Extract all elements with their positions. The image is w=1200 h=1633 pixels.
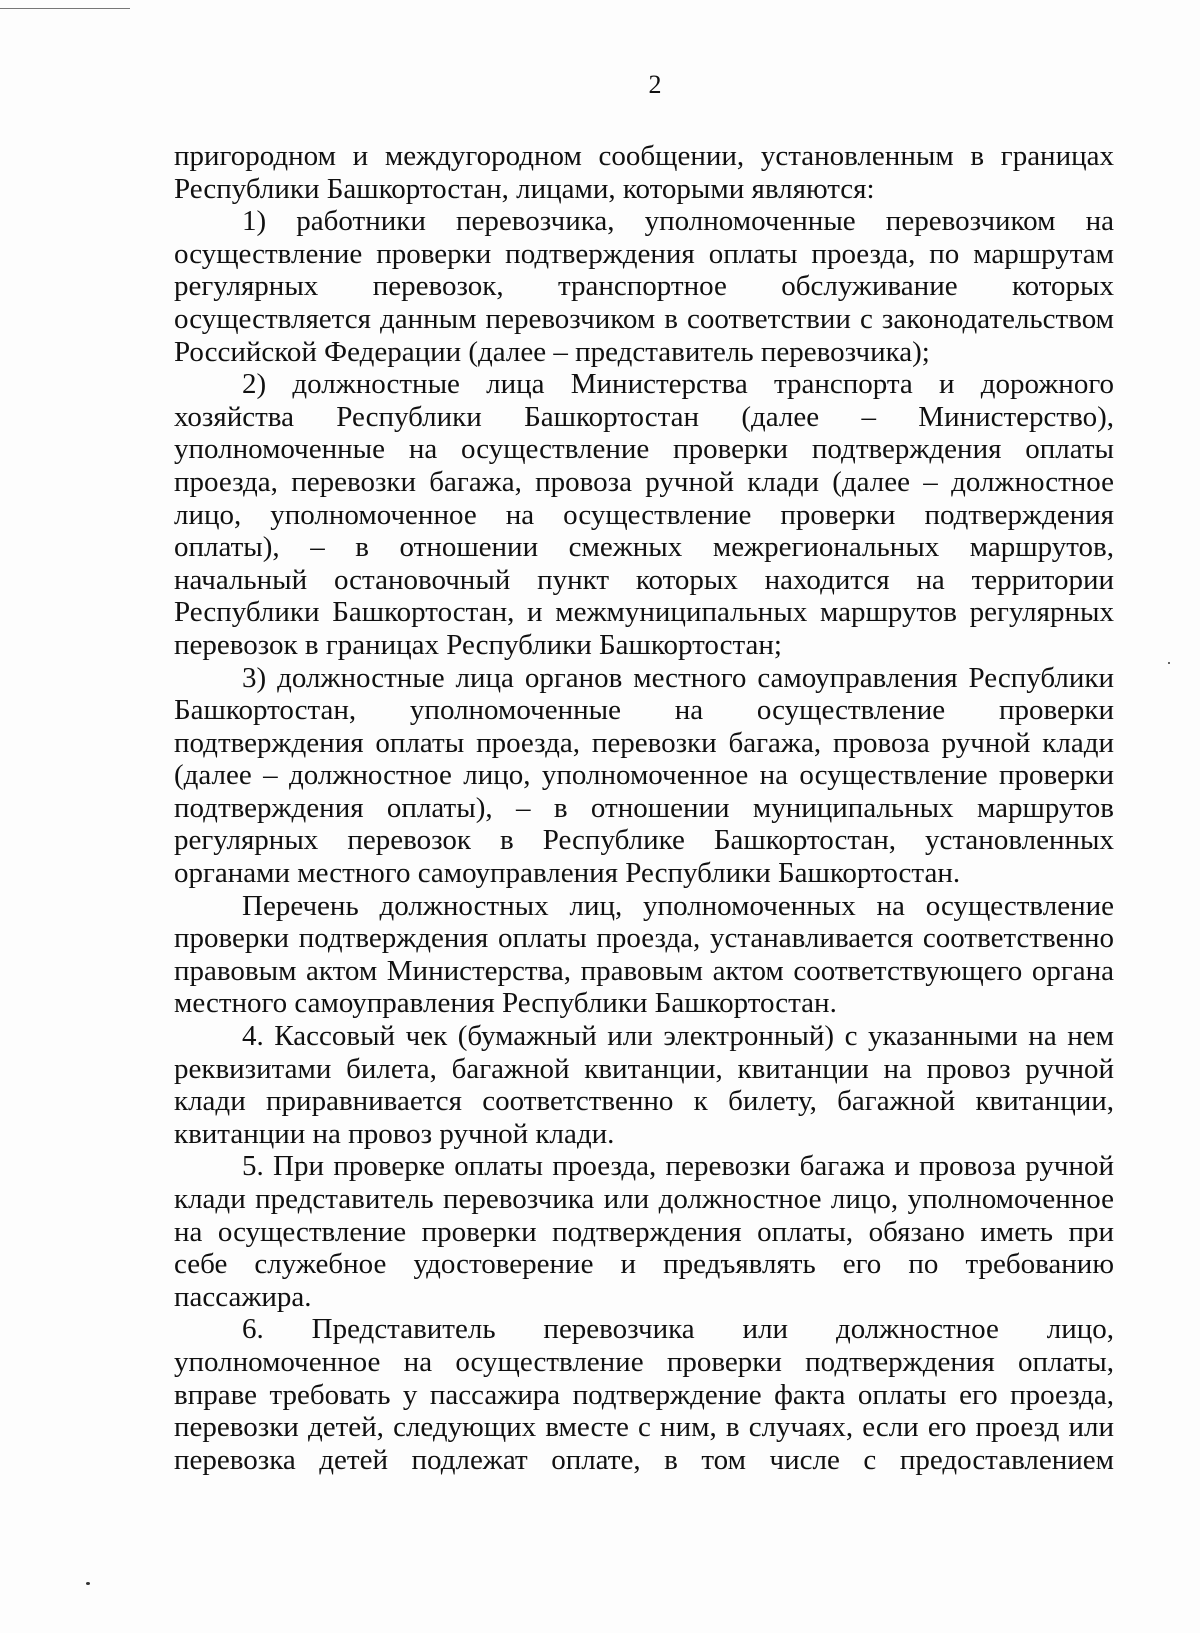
scan-speck — [86, 1582, 90, 1585]
paragraph-item-2: 2) должностные лица Министерства транспорта и дорожного хозяйства Республики Башкортостан (далее – Министерство), уполномоченные на осуществление проверки подтверждения оплаты проезда, перевозки багажа, провоза ручной клади (далее – должностное лицо, уполномоченное на осуществление проверки подтверждения оплаты), – в отношении смежных межрегиональных маршрутов, начальный остановочный пункт которых находится на территории Республики Башкортостан, и межмуниципальных маршрутов регулярных перевозок в границах Республики Башкортостан; — [174, 368, 1114, 661]
paragraph-continuation: пригородном и междугородном сообщении, установленным в границах Республики Башкортостан, лицами, которыми являются: — [174, 140, 1114, 205]
document-body — [174, 140, 1114, 1476]
paragraph-item-3: 3) должностные лица органов местного самоуправления Республики Башкортостан, уполномоченные на осуществление проверки подтверждения оплаты проезда, перевозки багажа, провоза ручной клади (далее – должностное лицо, уполномоченное на осуществление проверки подтверждения оплаты), – в отношении муниципальных маршрутов регулярных перевозок в Республике Башкортостан, установленных органами местного самоуправления Республики Башкортостан. — [174, 661, 1114, 890]
paragraph-section-5: 5. При проверке оплаты проезда, перевозки багажа и провоза ручной клади представитель перевозчика или должностное лицо, уполномоченное на осуществление проверки подтверждения оплаты, обязано иметь при себе служебное удостоверение и предъявлять его по требованию пассажира. — [174, 1150, 1114, 1313]
paragraph-section-6: 6. Представитель перевозчика или должностное лицо, уполномоченное на осуществление проверки подтверждения оплаты, вправе требовать у пассажира подтверждение факта оплаты его проезда, перевозки детей, следующих вместе с ним, в случаях, если его проезд или перевозка детей подлежат оплате, в том числе с предоставлением — [174, 1313, 1114, 1476]
scan-speck — [1168, 662, 1170, 664]
page-number: 2 — [648, 70, 662, 99]
paragraph-section-4: 4. Кассовый чек (бумажный или электронный) с указанными на нем реквизитами билета, багажной квитанции, квитанции на провоз ручной клади приравнивается соответственно к билету, багажной квитанции, квитанции на провоз ручной клади. — [174, 1020, 1114, 1150]
paragraph-item-1: 1) работники перевозчика, уполномоченные перевозчиком на осуществление проверки подтверждения оплаты проезда, по маршрутам регулярных перевозок, транспортное обслуживание которых осуществляется данным перевозчиком в соответствии с законодательством Российской Федерации (далее – представитель перевозчика); — [174, 205, 1114, 368]
scan-edge-line — [0, 8, 130, 9]
paragraph-officials-list: Перечень должностных лиц, уполномоченных на осуществление проверки подтверждения оплаты проезда, устанавливается соответственно правовым актом Министерства, правовым актом соответствующего органа местного самоуправления Республики Башкортостан. — [174, 889, 1114, 1020]
